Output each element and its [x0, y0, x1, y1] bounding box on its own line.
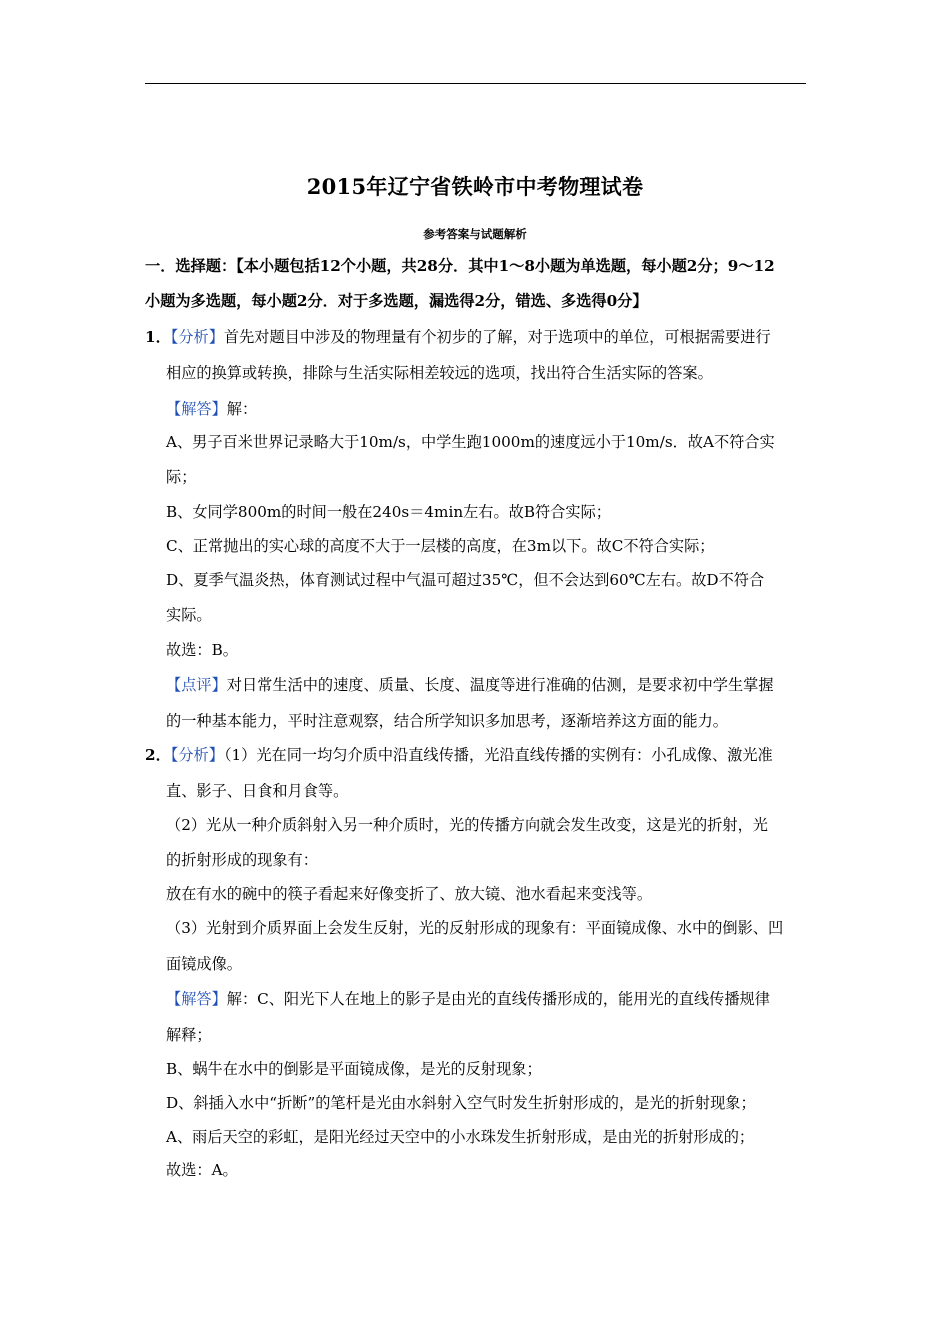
q2-point2-line-2: 的折射形成的现象有：	[166, 851, 318, 869]
q2-answer-line-1	[166, 989, 770, 1009]
q1-analysis-tag: 【分析】	[170, 328, 224, 346]
q2-point3-line-1: （3）光射到介质界面上会发生反射，光的反射形成的现象有：平面镜成像、水中的倒影、凹	[166, 919, 784, 937]
q1-answer-intro-text: 解：	[226, 400, 258, 418]
q1-option-a-line-1: A、男子百米世界记录略大于10m/s，中学生跑1000m的速度远小于10m/s．故A不符合实	[166, 433, 775, 451]
q2-choice: 故选：A。	[166, 1161, 238, 1179]
page-title: 2015年辽宁省铁岭市中考物理试卷	[306, 174, 644, 199]
q2-point3-line-2: 面镜成像。	[166, 955, 242, 973]
section-heading-line-2: 小题为多选题，每小题2分．对于多选题，漏选得2分，错选、多选得0分】	[145, 292, 648, 310]
q1-analysis-line-2: 相应的换算或转换，排除与生活实际相差较远的选项，找出符合生活实际的答案。	[166, 364, 713, 382]
q2-analysis-tag: 【分析】	[170, 746, 224, 764]
q2-point1-line-2: 直、影子、日食和月食等。	[166, 782, 349, 800]
q1-analysis-line-1	[145, 327, 771, 347]
q2-option-d: D、斜插入水中“折断”的笔杆是光由水斜射入空气时发生折射形成的，是光的折射现象；	[166, 1094, 756, 1112]
q2-point2-line-1: （2）光从一种介质斜射入另一种介质时，光的传播方向就会发生改变，这是光的折射，光	[166, 816, 768, 834]
q1-analysis-text-1: 首先对题目中涉及的物理量有个初步的了解，对于选项中的单位，可根据需要进行	[223, 328, 771, 346]
q1-option-c: C、正常抛出的实心球的高度不大于一层楼的高度，在3m以下。故C不符合实际；	[166, 537, 715, 555]
q1-review-tag: 【点评】	[166, 676, 227, 694]
q2-analysis-text-1: （1）光在同一均匀介质中沿直线传播，光沿直线传播的实例有：小孔成像、激光准	[223, 746, 773, 764]
q2-number: 2．	[145, 746, 171, 764]
q1-review-text-1: 对日常生活中的速度、质量、长度、温度等进行准确的估测，是要求初中学生掌握	[226, 676, 774, 694]
page-subtitle: 参考答案与试题解析	[423, 227, 527, 241]
section-heading-line-1: 一．选择题：【本小题包括12个小题，共28分．其中1～8小题为单选题，每小题2分；9～12	[145, 257, 775, 275]
q2-option-a: A、雨后天空的彩虹，是阳光经过天空中的小水珠发生折射形成，是由光的折射形成的；	[166, 1128, 755, 1146]
q2-point2-line-3: 放在有水的碗中的筷子看起来好像变折了、放大镜、池水看起来变浅等。	[166, 885, 652, 903]
q2-answer-tag: 【解答】	[166, 990, 227, 1008]
header-rule	[145, 83, 806, 84]
q1-answer-intro	[166, 399, 257, 419]
q1-option-b: B、女同学800m的时间一般在240s＝4min左右。故B符合实际；	[166, 503, 611, 521]
q2-analysis-line-1	[145, 745, 773, 765]
q1-review-line-1	[166, 675, 774, 695]
q1-option-d-line-2: 实际。	[166, 606, 212, 624]
q1-review-line-2: 的一种基本能力，平时注意观察，结合所学知识多加思考，逐渐培养这方面的能力。	[166, 712, 728, 730]
q2-answer-text-1: 解：C、阳光下人在地上的影子是由光的直线传播形成的，能用光的直线传播规律	[226, 990, 770, 1008]
q2-answer-line-2: 解释；	[166, 1026, 212, 1044]
q1-choice: 故选：B。	[166, 641, 238, 659]
q2-option-b: B、蜗牛在水中的倒影是平面镜成像，是光的反射现象；	[166, 1060, 542, 1078]
q1-option-a-line-2: 际；	[166, 468, 197, 486]
q1-answer-tag: 【解答】	[166, 400, 227, 418]
q1-option-d-line-1: D、夏季气温炎热，体育测试过程中气温可超过35℃，但不会达到60℃左右。故D不符合	[166, 571, 765, 589]
q1-number: 1．	[145, 328, 171, 346]
